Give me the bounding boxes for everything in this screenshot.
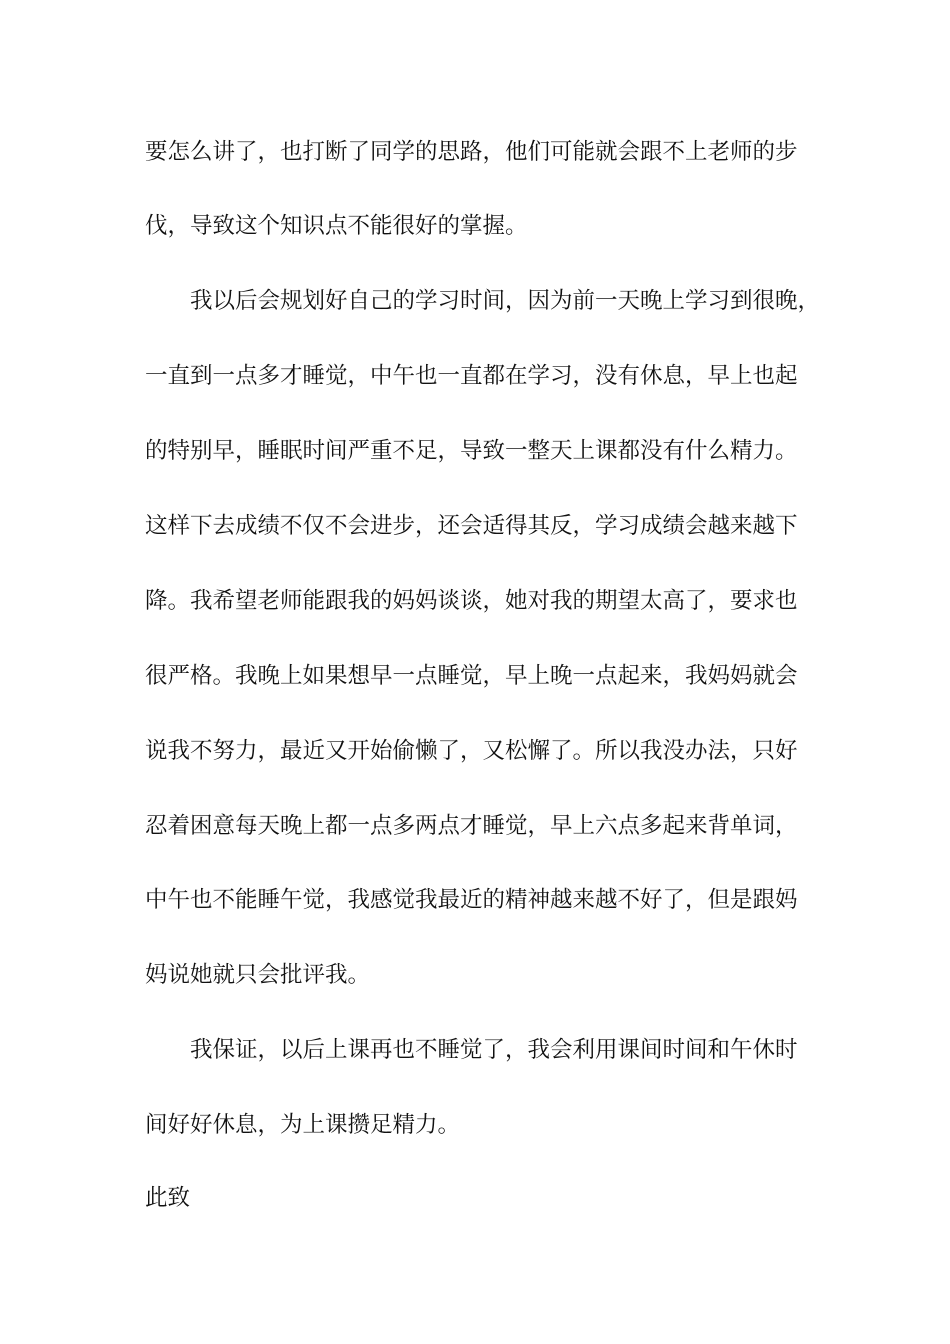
text-line: 说我不努力，最近又开始偷懒了，又松懈了。所以我没办法，只好 (145, 738, 798, 764)
paragraph-start-line: 我保证，以后上课再也不睡觉了，我会利用课间时间和午休时 (190, 1037, 798, 1063)
text-line: 很严格。我晚上如果想早一点睡觉，早上晚一点起来，我妈妈就会 (145, 663, 798, 689)
text-line: 降。我希望老师能跟我的妈妈谈谈，她对我的期望太高了，要求也 (145, 588, 798, 614)
closing-salutation: 此致 (145, 1185, 191, 1211)
text-line: 忍着困意每天晚上都一点多两点才睡觉，早上六点多起来背单词， (145, 813, 798, 839)
text-line: 要怎么讲了，也打断了同学的思路，他们可能就会跟不上老师的步 (145, 139, 798, 165)
text-line: 中午也不能睡午觉，我感觉我最近的精神越来越不好了，但是跟妈 (145, 887, 798, 913)
text-line: 这样下去成绩不仅不会进步，还会适得其反，学习成绩会越来越下 (145, 513, 798, 539)
text-line: 的特别早，睡眠时间严重不足，导致一整天上课都没有什么精力。 (145, 438, 798, 464)
text-line: 伐，导致这个知识点不能很好的掌握。 (145, 213, 528, 239)
text-line: 间好好休息，为上课攒足精力。 (145, 1112, 461, 1138)
paragraph-start-line: 我以后会规划好自己的学习时间，因为前一天晚上学习到很晚， (190, 288, 821, 314)
text-line: 妈说她就只会批评我。 (145, 962, 371, 988)
text-line: 一直到一点多才睡觉，中午也一直都在学习，没有休息，早上也起 (145, 363, 798, 389)
